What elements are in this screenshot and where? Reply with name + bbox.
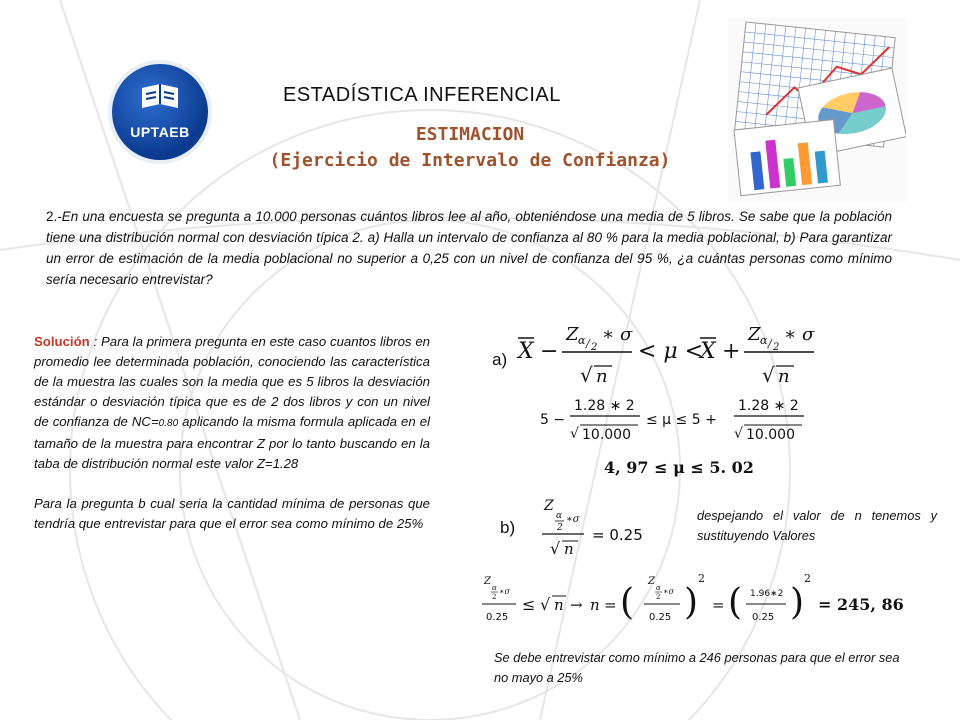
svg-text:Z: Z xyxy=(566,324,579,345)
svg-text:2: 2 xyxy=(591,342,598,353)
eq2-denominator: 10.000 xyxy=(582,427,631,443)
problem-text: -En una encuesta se pregunta a 10.000 personas cuántos libros lee al año, obteniéndose una media de 5 libros. Se sabe que la población tiene una distribución normal con desviación típica 2. a) Halla un intervalo de confianza al 80 % para la media poblacional, b) Para garantizar un error de estimación de la media poblacional no superior a 0,25 con un nivel de confianza del 95 %, ¿a cuántas personas como mínimo sería necesario entrevistar? xyxy=(46,209,892,287)
svg-text:X: X xyxy=(700,339,716,364)
sample-size-result: = 245, 86 xyxy=(818,595,904,614)
eq5-num-b: 1.96∗2 xyxy=(750,589,784,599)
svg-text:X: X xyxy=(518,339,534,364)
solution-text xyxy=(34,332,430,534)
svg-text:√: √ xyxy=(580,363,593,387)
svg-text:α: α xyxy=(578,334,586,347)
svg-text:=: = xyxy=(604,596,617,614)
page-subtitle xyxy=(220,122,720,174)
eq4-rhs: = 0.25 xyxy=(592,526,643,544)
svg-text:√: √ xyxy=(762,363,775,387)
eq2-denominator-right: 10.000 xyxy=(746,427,795,443)
svg-text:α: α xyxy=(760,334,768,347)
svg-text:n: n xyxy=(590,596,600,614)
svg-text:): ) xyxy=(684,582,699,623)
svg-text:α: α xyxy=(492,584,497,592)
eq2-middle: ≤ μ ≤ 5 + xyxy=(646,412,717,428)
svg-text:∗σ: ∗σ xyxy=(499,587,510,596)
svg-text:∗ σ: ∗ σ xyxy=(602,324,633,345)
solution-paragraph-2: Para la pregunta b cual seria la cantidad mínima de personas que tendría que entrevistar para que el error sea como mínimo de 25% xyxy=(34,496,430,531)
nc-value: 0.80 xyxy=(158,418,179,429)
svg-text:/: / xyxy=(768,337,772,350)
svg-text:√: √ xyxy=(540,595,551,614)
numeric-interval xyxy=(540,392,820,448)
svg-text:(: ( xyxy=(620,582,635,623)
svg-text:2: 2 xyxy=(804,572,811,585)
eq5-den-2: 0.25 xyxy=(649,612,672,623)
svg-text:Z: Z xyxy=(748,324,761,345)
interval-formula xyxy=(514,314,834,394)
svg-text:√: √ xyxy=(550,539,561,558)
svg-text:Z: Z xyxy=(484,576,491,587)
svg-text:α: α xyxy=(656,584,661,592)
solution-paragraph-1 xyxy=(34,332,430,474)
solution-text-part-1: Para la primera pregunta en este caso cuantos libros en promedio lee determinada población, conociendo las característica de la muestra las cuales son la media que es 5 libros la desviación estándar o desviación típica que es de 2 dos libros y con un nivel de confianza de NC= xyxy=(34,334,430,429)
interval-result: 4, 97 ≤ μ ≤ 5. 02 xyxy=(604,458,754,477)
uptaeb-logo xyxy=(112,64,208,160)
svg-text:√: √ xyxy=(734,426,743,442)
svg-text:=: = xyxy=(712,596,725,614)
eq5-den-3: 0.25 xyxy=(752,612,775,623)
solution-text-part-2: aplicando la misma formula aplicada en el tamaño de la muestra para encontrar Z por lo tanto buscando en la taba de distribución normal este valor Z=1.28 xyxy=(34,414,431,471)
svg-text:/: / xyxy=(586,337,590,350)
problem-statement xyxy=(46,206,892,290)
svg-text:−: − xyxy=(540,339,559,364)
svg-text:): ) xyxy=(790,582,805,623)
svg-text:n: n xyxy=(564,540,574,558)
svg-text:(: ( xyxy=(728,582,743,623)
solution-separator: : xyxy=(89,334,101,349)
svg-text:≤: ≤ xyxy=(522,595,536,614)
part-b-label: b) xyxy=(500,518,516,537)
final-conclusion: Se debe entrevistar como mínimo a 246 personas para que el error sea no mayo a 25% xyxy=(494,650,900,685)
svg-text:+: + xyxy=(722,339,741,364)
svg-text:2: 2 xyxy=(698,572,705,585)
eq2-left: 5 − xyxy=(540,412,566,428)
svg-text:√: √ xyxy=(570,426,579,442)
error-formula xyxy=(540,494,670,564)
part-a-label: a) xyxy=(492,350,508,369)
book-emblem-icon xyxy=(138,82,182,116)
eq2-numerator: 1.28 ∗ 2 xyxy=(574,398,635,414)
svg-text:2: 2 xyxy=(557,523,563,533)
svg-text:Z: Z xyxy=(544,498,554,514)
solution-label: Solución xyxy=(34,334,90,349)
subtitle-line-2: (Ejercicio de Intervalo de Confianza) xyxy=(269,150,671,171)
eq5-den-1: 0.25 xyxy=(486,612,509,623)
svg-text:2: 2 xyxy=(773,342,780,353)
svg-text:∗ σ: ∗ σ xyxy=(784,324,815,345)
sample-size-derivation xyxy=(480,570,920,634)
svg-text:2: 2 xyxy=(656,593,661,601)
subtitle-line-1: ESTIMACION xyxy=(415,124,525,145)
svg-text:n: n xyxy=(778,366,790,387)
svg-text:∗σ: ∗σ xyxy=(566,514,580,525)
statistics-charts-image xyxy=(728,18,906,202)
svg-text:n: n xyxy=(596,366,608,387)
svg-text:n: n xyxy=(554,596,564,614)
svg-text:∗σ: ∗σ xyxy=(663,587,674,596)
svg-text:Z: Z xyxy=(648,576,655,587)
logo-text: UPTAEB xyxy=(130,124,190,140)
eq2-numerator-right: 1.28 ∗ 2 xyxy=(738,398,799,414)
problem-number: 2. xyxy=(46,209,58,224)
page-title: ESTADÍSTICA INFERENCIAL xyxy=(283,84,561,106)
svg-text:α: α xyxy=(556,511,563,521)
svg-text:→: → xyxy=(570,596,583,614)
part-b-note: despejando el valor de n tenemos y sustituyendo Valores xyxy=(697,508,937,543)
svg-text:2: 2 xyxy=(492,593,497,601)
svg-text:< μ <: < μ < xyxy=(638,339,704,364)
